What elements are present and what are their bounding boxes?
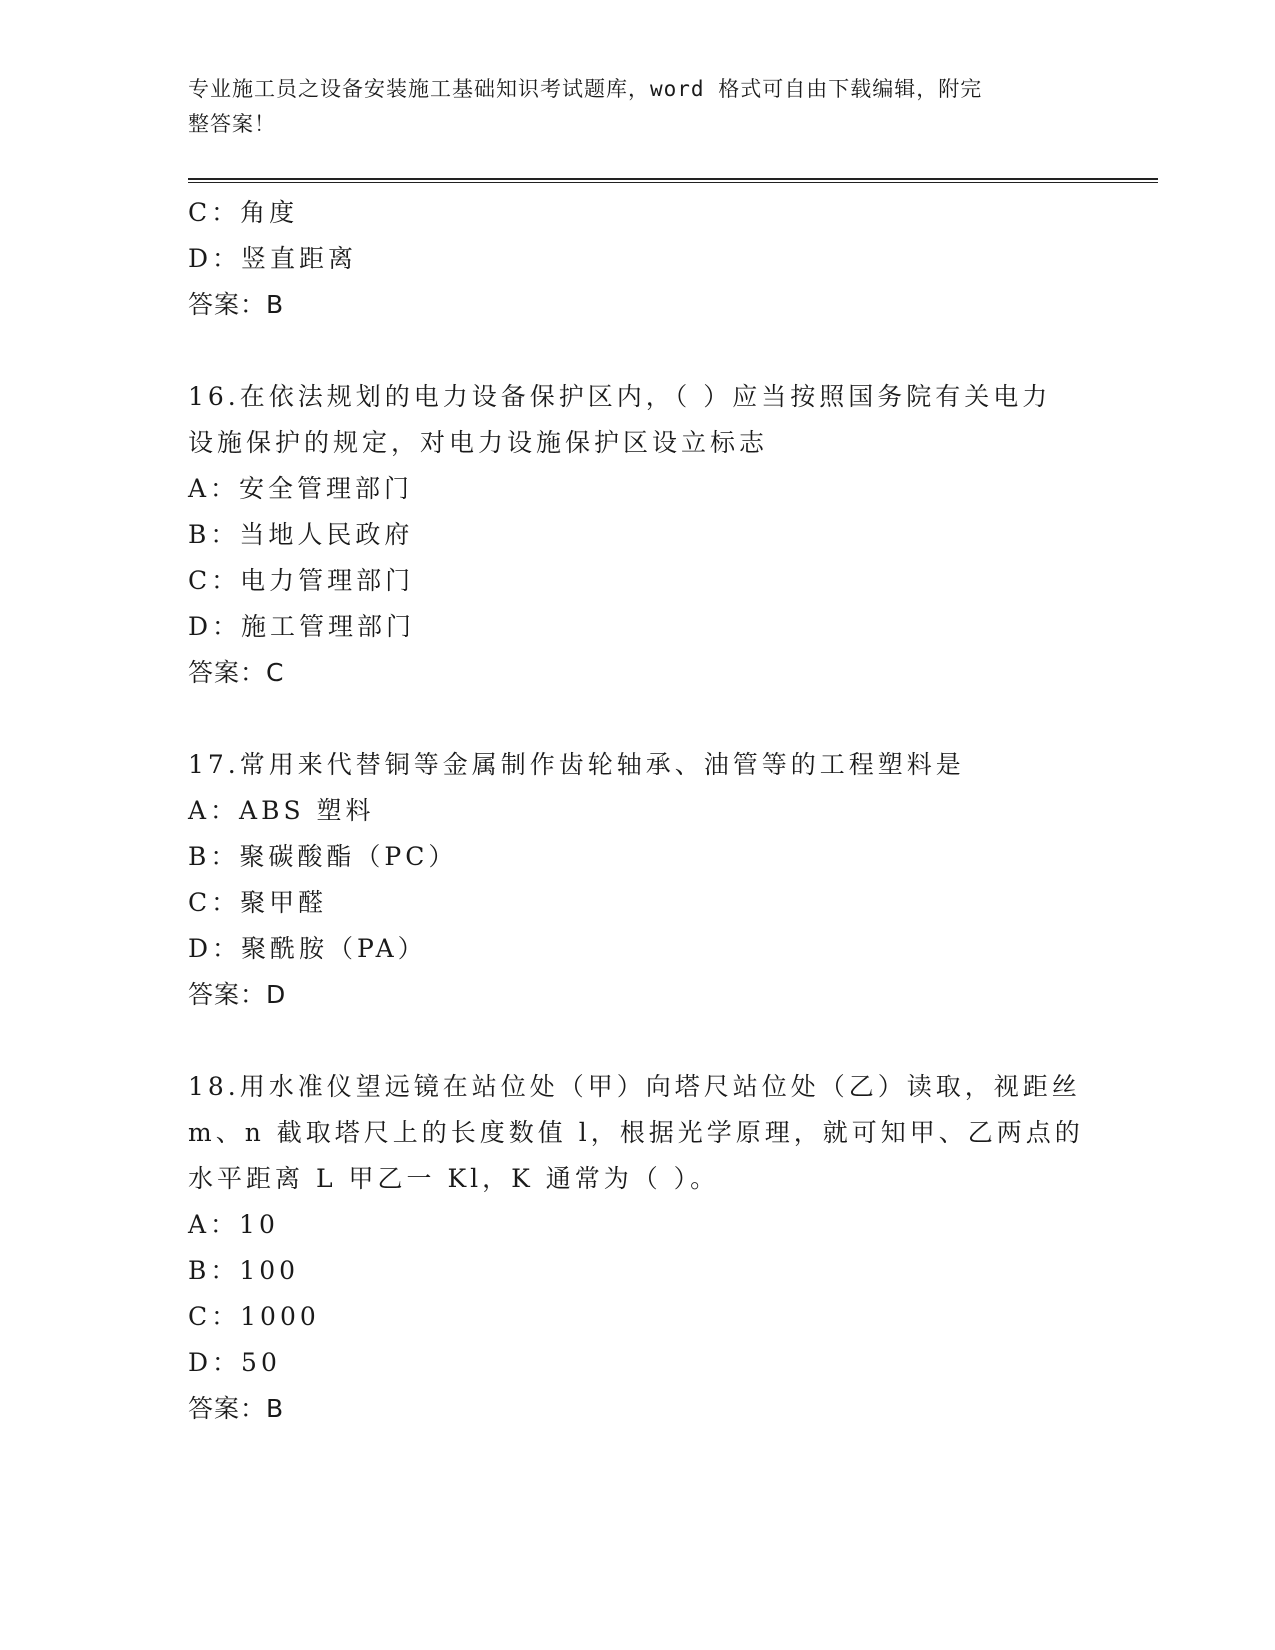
answer: 答案：B <box>188 1394 285 1423</box>
question-stem-line: 设施保护的规定，对电力设施保护区设立标志 <box>188 428 769 457</box>
question-stem-line: 18.用水准仪望远镜在站位处（甲）向塔尺站位处（乙）读取，视距丝 <box>188 1072 1081 1101</box>
question-stem-line: 16.在依法规划的电力设备保护区内，（ ）应当按照国务院有关电力 <box>188 382 1052 411</box>
spacer <box>188 328 1158 374</box>
option-d: D：施工管理部门 <box>188 612 416 641</box>
option-d: D：竖直距离 <box>188 244 358 273</box>
question-stem-line: m、n 截取塔尺上的长度数值 l，根据光学原理，就可知甲、乙两点的 <box>188 1118 1084 1147</box>
document-header <box>188 72 1078 142</box>
header-line-1: 专业施工员之设备安装施工基础知识考试题库，word 格式可自由下载编辑，附完 <box>188 77 983 101</box>
answer: 答案：B <box>188 290 285 319</box>
option-a: A：安全管理部门 <box>188 474 414 503</box>
question-stem-line: 水平距离 L 甲乙一 Kl，K 通常为（ ）。 <box>188 1164 720 1193</box>
question-list <box>188 190 1158 1432</box>
option-a: A：10 <box>188 1210 279 1239</box>
answer: 答案：C <box>188 658 285 687</box>
option-c: C：电力管理部门 <box>188 566 415 595</box>
option-a: A：ABS 塑料 <box>188 796 375 825</box>
spacer <box>188 1018 1158 1064</box>
question-18 <box>188 1064 1158 1432</box>
spacer <box>188 696 1158 742</box>
header-line-2: 整答案！ <box>188 112 276 136</box>
option-b: B：100 <box>188 1256 300 1285</box>
question-17 <box>188 742 1158 1018</box>
answer: 答案：D <box>188 980 287 1009</box>
question-16 <box>188 374 1158 696</box>
option-d: D：50 <box>188 1348 281 1377</box>
option-c: C：1000 <box>188 1302 320 1331</box>
header-divider <box>188 178 1158 183</box>
question-15-continued <box>188 190 1158 328</box>
option-c: C：聚甲醛 <box>188 888 328 917</box>
question-stem-line: 17.常用来代替铜等金属制作齿轮轴承、油管等的工程塑料是 <box>188 750 965 779</box>
option-b: B：聚碳酸酯（PC） <box>188 842 458 871</box>
option-b: B：当地人民政府 <box>188 520 414 549</box>
option-c: C：角度 <box>188 198 299 227</box>
option-d: D：聚酰胺（PA） <box>188 934 427 963</box>
